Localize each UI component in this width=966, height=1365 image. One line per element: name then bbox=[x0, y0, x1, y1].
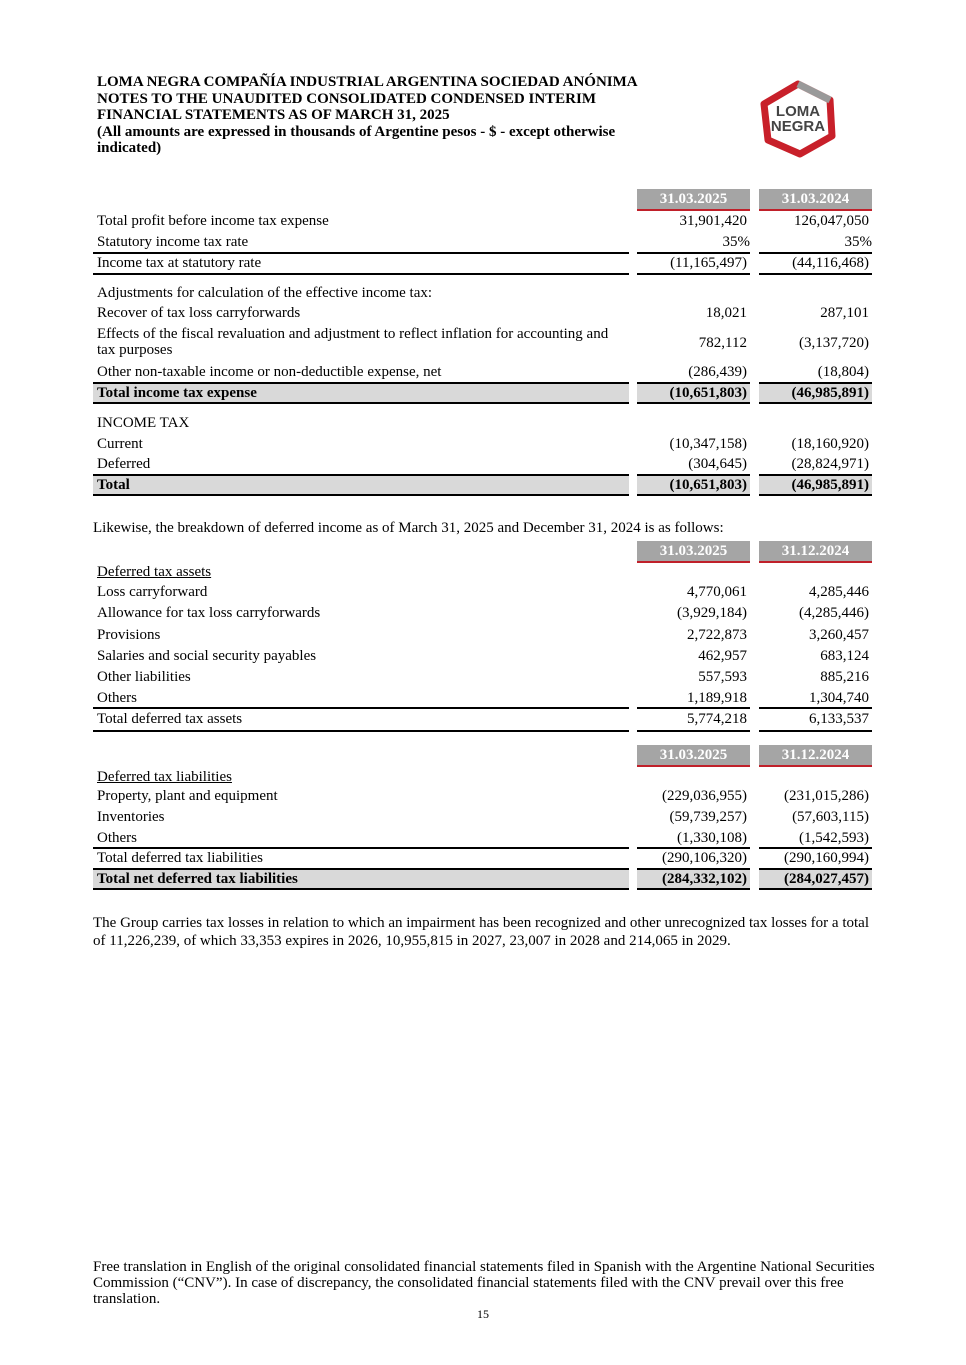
row-value-v1: 2,722,873 bbox=[687, 627, 747, 643]
table-row bbox=[0, 828, 966, 848]
row-label: Adjustments for calculation of the effective income tax: bbox=[97, 285, 433, 301]
row-label: Income tax at statutory rate bbox=[97, 255, 262, 271]
rule-line bbox=[93, 494, 629, 496]
table-row bbox=[0, 767, 966, 787]
row-value-v2: 35% bbox=[844, 234, 872, 250]
notes-title: NOTES TO THE UNAUDITED CONSOLIDATED CONDENSED INTERIM bbox=[97, 90, 596, 107]
row-value-v1: 462,957 bbox=[698, 648, 747, 664]
table-row bbox=[0, 786, 966, 806]
row-value-v2: (3,137,720) bbox=[799, 335, 869, 351]
table-row bbox=[0, 303, 966, 323]
row-value-v1: (229,036,955) bbox=[662, 788, 747, 804]
table-row bbox=[0, 667, 966, 687]
row-label: Deferred tax assets bbox=[97, 564, 212, 580]
tax-losses-note: The Group carries tax losses in relation to which an impairment has been recognized and other unrecognized tax losses for a total of 11,226,239, of which 33,353 expires in 2026, 10,955,815 in 2027, 23,007 in 2028 and 214,065 in 2029. bbox=[93, 915, 869, 949]
table-row bbox=[0, 283, 966, 303]
rule-line bbox=[637, 474, 750, 476]
row-label: INCOME TAX bbox=[97, 415, 190, 431]
rule-line bbox=[637, 494, 750, 496]
row-value-v2: (18,804) bbox=[817, 364, 869, 380]
row-label: Salaries and social security payables bbox=[97, 648, 317, 664]
row-label: Other liabilities bbox=[97, 669, 191, 685]
row-value-v2: (1,542,593) bbox=[799, 830, 869, 846]
rule-line bbox=[759, 888, 872, 890]
row-label: Recover of tax loss carryforwards bbox=[97, 305, 301, 321]
rule-line bbox=[637, 252, 750, 254]
row-value-v2: 287,101 bbox=[820, 305, 869, 321]
table-row bbox=[0, 362, 966, 382]
row-value-v1: (10,651,803) bbox=[669, 385, 747, 401]
rule-line bbox=[637, 847, 750, 849]
row-label: Others bbox=[97, 830, 137, 846]
page-number: 15 bbox=[477, 1307, 489, 1321]
row-value-v1: 5,774,218 bbox=[687, 711, 747, 727]
table-row bbox=[0, 603, 966, 623]
row-label: Total deferred tax assets bbox=[97, 711, 243, 727]
table-row bbox=[0, 848, 966, 868]
table-row bbox=[0, 454, 966, 474]
table-row bbox=[0, 475, 966, 495]
row-value-v2: (290,160,994) bbox=[784, 850, 869, 866]
row-value-v2: (231,015,286) bbox=[784, 788, 869, 804]
row-value-v2: 885,216 bbox=[820, 669, 869, 685]
row-value-v2: 126,047,050 bbox=[794, 213, 869, 229]
rule-line bbox=[637, 402, 750, 404]
row-value-v2: (284,027,457) bbox=[784, 871, 869, 887]
row-value-v1: (1,330,108) bbox=[677, 830, 747, 846]
row-value-v2: (57,603,115) bbox=[792, 809, 869, 825]
row-value-v1: 35% bbox=[722, 234, 750, 250]
rule-line bbox=[637, 868, 750, 870]
table-row bbox=[0, 326, 966, 358]
row-value-v1: 4,770,061 bbox=[687, 584, 747, 600]
row-label: Current bbox=[97, 436, 143, 452]
column-header: 31.03.2024 bbox=[759, 189, 872, 211]
row-value-v1: (290,106,320) bbox=[662, 850, 747, 866]
rule-line bbox=[759, 868, 872, 870]
row-value-v2: (46,985,891) bbox=[791, 385, 869, 401]
row-label: Inventories bbox=[97, 809, 165, 825]
rule-line bbox=[759, 494, 872, 496]
column-header: 31.03.2025 bbox=[637, 745, 750, 767]
table-row bbox=[0, 688, 966, 708]
row-value-v1: 1,189,918 bbox=[687, 690, 747, 706]
row-value-v1: (3,929,184) bbox=[677, 605, 747, 621]
rule-line bbox=[759, 402, 872, 404]
row-label: Effects of the fiscal revaluation and adjustment to reflect inflation for accounting and tax purposes bbox=[97, 326, 609, 358]
intro-text: Likewise, the breakdown of deferred income as of March 31, 2025 and December 31, 2024 is as follows: bbox=[93, 520, 724, 536]
rule-line bbox=[93, 868, 629, 870]
row-value-v1: (11,165,497) bbox=[670, 255, 747, 271]
rule-line bbox=[93, 382, 629, 384]
row-label: Property, plant and equipment bbox=[97, 788, 278, 804]
row-label: Statutory income tax rate bbox=[97, 234, 249, 250]
row-label: Total net deferred tax liabilities bbox=[97, 871, 298, 887]
rule-line bbox=[759, 730, 872, 732]
row-value-v2: (18,160,920) bbox=[791, 436, 869, 452]
row-value-v1: (304,645) bbox=[688, 456, 747, 472]
row-value-v2: 683,124 bbox=[820, 648, 869, 664]
row-value-v1: 782,112 bbox=[698, 335, 747, 351]
svg-text:NEGRA: NEGRA bbox=[770, 118, 826, 135]
rule-line bbox=[759, 847, 872, 849]
row-label: Others bbox=[97, 690, 137, 706]
rule-line bbox=[637, 888, 750, 890]
row-value-v1: (286,439) bbox=[688, 364, 747, 380]
footer-disclaimer: Free translation in English of the original consolidated financial statements filed in Spanish with the Argentine National Securities Commission (“CNV”). In case of discrepancy, the consolidated financial statements filed with the CNV prevail over this free translation. bbox=[93, 1259, 875, 1307]
rule-line bbox=[759, 474, 872, 476]
document-header bbox=[97, 74, 717, 157]
rule-line bbox=[93, 402, 629, 404]
row-label: Allowance for tax loss carryforwards bbox=[97, 605, 321, 621]
rule-line bbox=[93, 273, 629, 275]
row-value-v2: (46,985,891) bbox=[791, 477, 869, 493]
row-value-v2: 1,304,740 bbox=[809, 690, 869, 706]
row-label: Total bbox=[97, 477, 130, 493]
column-header: 31.12.2024 bbox=[759, 745, 872, 767]
rule-line bbox=[759, 252, 872, 254]
row-value-v1: (59,739,257) bbox=[669, 809, 747, 825]
company-name: LOMA NEGRA COMPAÑÍA INDUSTRIAL ARGENTINA SOCIEDAD ANÓNIMA bbox=[97, 74, 638, 90]
rule-line bbox=[759, 382, 872, 384]
row-value-v2: (44,116,468) bbox=[792, 255, 869, 271]
loma-negra-logo bbox=[758, 80, 838, 158]
row-label: Other non-taxable income or non-deductible expense, net bbox=[97, 364, 442, 380]
table-row bbox=[0, 869, 966, 889]
table-row bbox=[0, 211, 966, 231]
rule-line bbox=[93, 730, 629, 732]
row-label: Total income tax expense bbox=[97, 385, 257, 401]
table-row bbox=[0, 434, 966, 454]
svg-text:LOMA: LOMA bbox=[775, 103, 821, 120]
row-value-v1: 18,021 bbox=[705, 305, 747, 321]
table-row bbox=[0, 562, 966, 582]
rule-line bbox=[759, 707, 872, 709]
row-value-v1: (10,651,803) bbox=[669, 477, 747, 493]
table-row bbox=[0, 383, 966, 403]
table-row bbox=[0, 582, 966, 602]
amounts-note: (All amounts are expressed in thousands of Argentine pesos - $ - except otherwise indicated) bbox=[97, 123, 616, 156]
rule-line bbox=[93, 847, 629, 849]
column-header: 31.03.2025 bbox=[637, 189, 750, 211]
rule-line bbox=[637, 730, 750, 732]
column-header: 31.03.2025 bbox=[637, 541, 750, 563]
row-label: Provisions bbox=[97, 627, 161, 643]
row-value-v1: (284,332,102) bbox=[662, 871, 747, 887]
rule-line bbox=[93, 252, 629, 254]
row-label: Total deferred tax liabilities bbox=[97, 850, 263, 866]
table-row bbox=[0, 232, 966, 252]
rule-line bbox=[637, 707, 750, 709]
row-label: Loss carryforward bbox=[97, 584, 208, 600]
row-value-v2: 4,285,446 bbox=[809, 584, 869, 600]
row-value-v2: (28,824,971) bbox=[791, 456, 869, 472]
row-value-v2: (4,285,446) bbox=[799, 605, 869, 621]
table-row bbox=[0, 807, 966, 827]
rule-line bbox=[93, 474, 629, 476]
statements-date: FINANCIAL STATEMENTS AS OF MARCH 31, 2025 bbox=[97, 107, 450, 123]
row-value-v1: 31,901,420 bbox=[679, 213, 747, 229]
table-row bbox=[0, 625, 966, 645]
table-row bbox=[0, 709, 966, 729]
rule-line bbox=[93, 707, 629, 709]
rule-line bbox=[93, 888, 629, 890]
table-row bbox=[0, 413, 966, 433]
rule-line bbox=[637, 382, 750, 384]
table-row bbox=[0, 253, 966, 273]
row-value-v2: 6,133,537 bbox=[809, 711, 869, 727]
row-label: Deferred bbox=[97, 456, 151, 472]
table-row bbox=[0, 646, 966, 666]
row-value-v1: 557,593 bbox=[698, 669, 747, 685]
rule-line bbox=[759, 273, 872, 275]
column-header: 31.12.2024 bbox=[759, 541, 872, 563]
row-value-v2: 3,260,457 bbox=[809, 627, 869, 643]
row-label: Deferred tax liabilities bbox=[97, 769, 232, 785]
row-value-v1: (10,347,158) bbox=[669, 436, 747, 452]
rule-line bbox=[637, 273, 750, 275]
row-label: Total profit before income tax expense bbox=[97, 213, 329, 229]
